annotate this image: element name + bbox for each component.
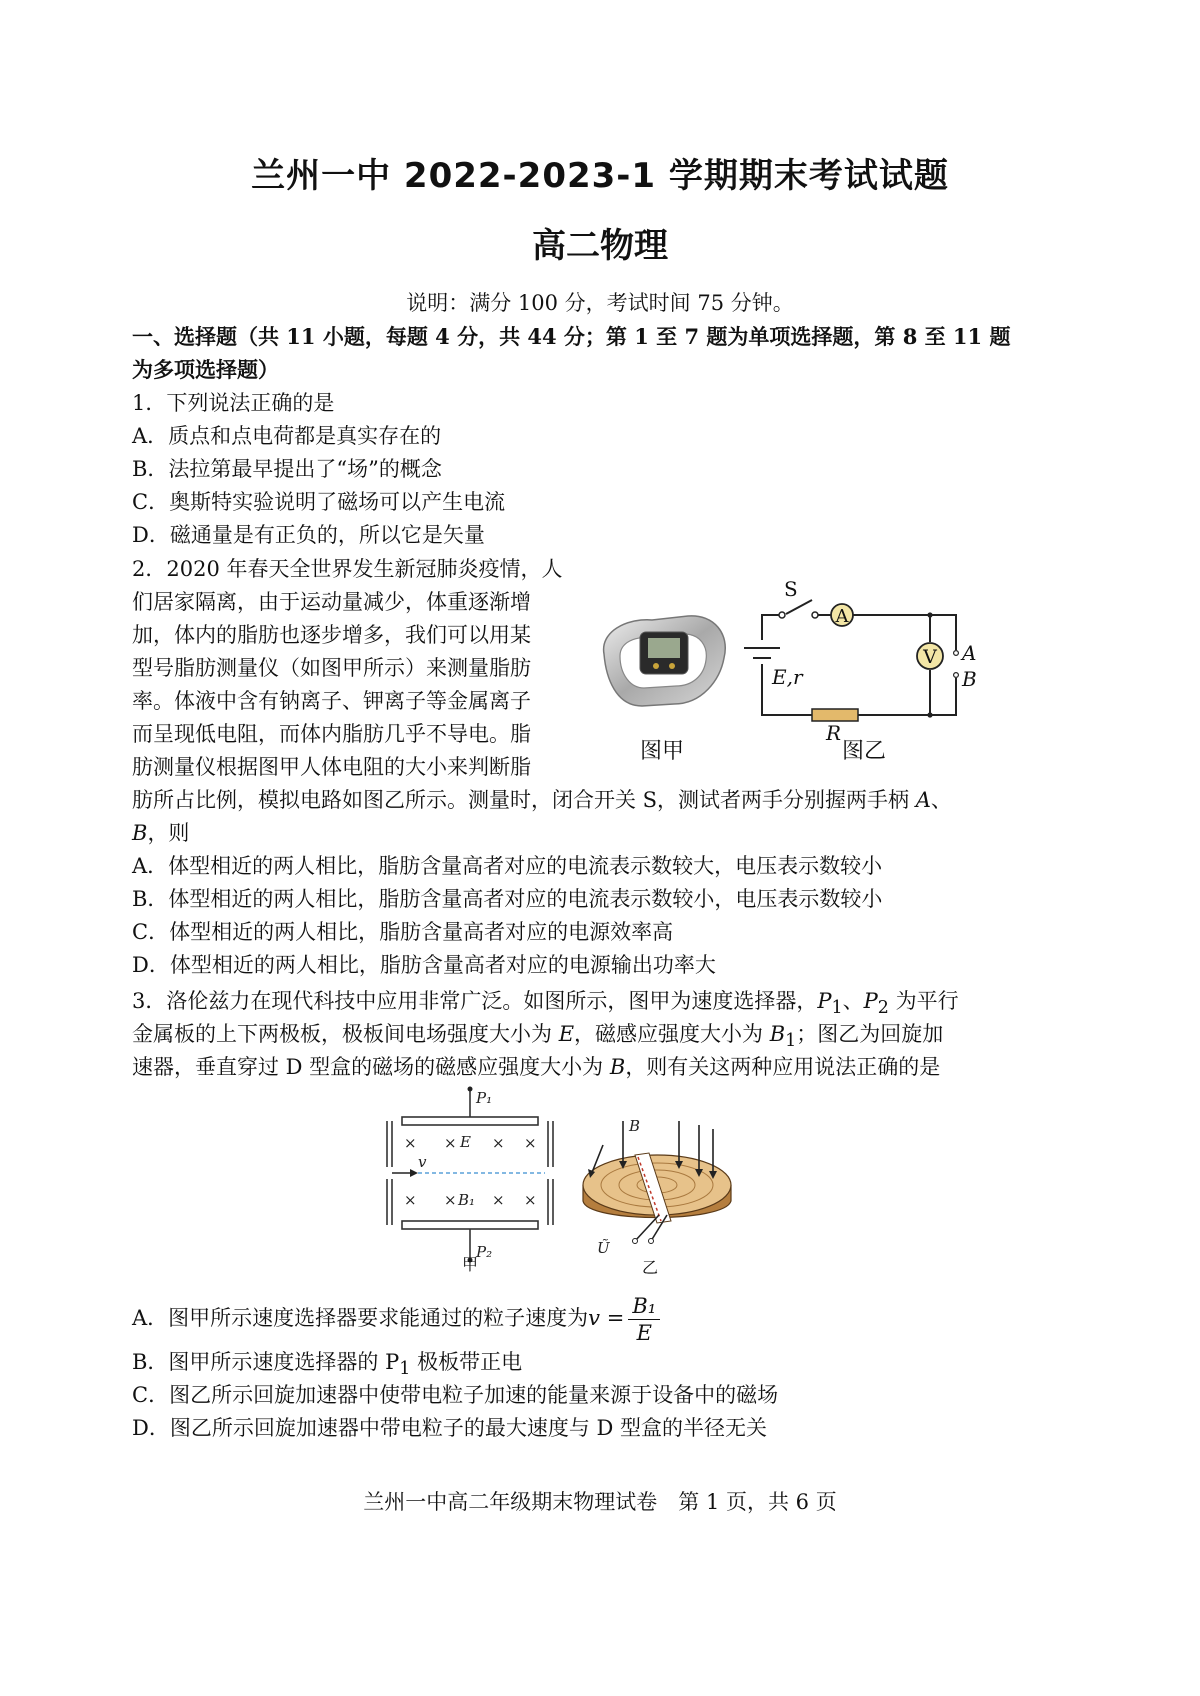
q1-option-a: A．质点和点电荷都是真实存在的 [132,424,442,448]
label-b1: B₁ [458,1191,476,1209]
q1-stem: 1．下列说法正确的是 [132,391,335,415]
q2-stem-line: 率。体液中含有钠离子、钾离子等金属离子 [132,689,531,713]
fraction-denominator: E [636,1321,652,1345]
cross-mark: × [492,1134,505,1152]
cross-mark: × [444,1191,457,1209]
q3-plate-p2: P [863,989,878,1013]
q3-option-a-text: A．图甲所示速度选择器要求能通过的粒子速度为 [132,1306,589,1330]
figure-caption-yi: 乙 [642,1258,659,1277]
cross-mark: × [444,1134,457,1152]
q3-field-b1: B [769,1022,786,1046]
figure-caption-a: 图甲 [640,739,685,764]
label-b: B [629,1117,641,1135]
switch-contact [779,612,785,618]
q2-stem-line: 们居家隔离，由于运动量减少，体重逐渐增 [132,590,531,614]
q3-option-a [132,1292,660,1346]
q3-stem-line2 [132,1019,943,1056]
page-footer: 兰州一中高二年级期末物理试卷 第 1 页，共 6 页 [363,1490,837,1514]
label-e: E [460,1133,471,1151]
instructions: 说明：满分 100 分，考试时间 75 分钟。 [406,291,794,315]
q1-option-b: B．法拉第最早提出了“场”的概念 [132,457,442,481]
q3-stem-text: 为平行 [888,989,959,1013]
section-heading-line2: 为多项选择题） [132,357,279,382]
q3-option-d: D．图乙所示回旋加速器中带电粒子的最大速度与 D 型盒的半径无关 [132,1416,768,1440]
terminal-a-label: A [962,641,977,665]
q2-option-d: D．体型相近的两人相比，脂肪含量高者对应的电源输出功率大 [132,953,716,977]
label-u: Ũ [597,1239,610,1255]
circuit-diagram [740,580,980,750]
q1-option-d: D．磁通量是有正负的，所以它是矢量 [132,523,485,547]
q2-stem-line: 2．2020 年春天全世界发生新冠肺炎疫情，人 [132,557,563,581]
figure-caption-jia: 甲 [462,1255,479,1274]
q3-option-b-text: B．图甲所示速度选择器的 P [132,1350,400,1374]
q3-stem-text: 3．洛伦兹力在现代科技中应用非常广泛。如图所示，图甲为速度选择器， [132,989,818,1013]
q3-separator: 、 [842,989,864,1013]
q2-stem-line: 而呈现低电阻，而体内脂肪几乎不导电。脂 [132,722,531,746]
cross-mark: × [404,1134,417,1152]
cross-mark: × [404,1191,417,1209]
q3-option-b-text: 极板带正电 [410,1350,523,1374]
fat-meter-device-illustration [596,606,732,718]
q3-option-a-fraction [628,1293,660,1346]
terminal-b-label: B [962,667,977,691]
q2-handle-b: B [132,821,148,845]
switch-contact [812,612,818,618]
label-p1: P₁ [476,1089,493,1107]
q2-stem-end [132,818,189,848]
q2-option-b: B．体型相近的两人相比，脂肪含量高者对应的电流表示数较小，电压表示数较小 [132,887,883,911]
exam-subject: 高二物理 [532,226,668,266]
q3-stem-line3 [132,1052,940,1082]
cyclotron-diagram [575,1115,740,1255]
label-p2: P₂ [476,1243,493,1261]
ammeter-label: A [835,606,849,627]
q3-plate-p1: P [817,989,832,1013]
q3-stem-line1 [132,986,959,1023]
q2-stem-line: 肪测量仪根据图甲人体电阻的大小来判断脂 [132,755,531,779]
q3-stem-text: ，磁感应强度大小为 [574,1022,770,1046]
exam-title: 兰州一中 2022-2023-1 学期期末考试试题 [251,156,949,196]
q2-stem-end-text: ，则 [147,821,190,845]
resistor-label: R [826,721,842,745]
cross-mark: × [492,1191,505,1209]
q3-field-b: B [609,1055,626,1079]
q2-handle-a: A [915,788,931,812]
voltmeter-label: V [923,646,937,668]
q2-stem-line: 型号脂肪测量仪（如图甲所示）来测量脂肪 [132,656,531,680]
cross-mark: × [524,1134,537,1152]
q3-option-a-velocity: v = [588,1306,625,1330]
fraction-numerator: B₁ [628,1293,660,1320]
section-heading-line1: 一、选择题（共 11 小题，每题 4 分，共 44 分；第 1 至 7 题为单项选择题，第 8 至 11 题 [132,324,1011,349]
q3-option-c: C．图乙所示回旋加速器中使带电粒子加速的能量来源于设备中的磁场 [132,1383,779,1407]
q3-option-b-sub: 1 [399,1359,411,1380]
cross-mark: × [524,1191,537,1209]
source-label: E,r [772,665,803,689]
q3-option-b [132,1347,522,1384]
q3-plate-p2-sub: 2 [877,998,889,1019]
resistor-icon [812,709,858,721]
q2-stem-tail-text: 肪所占比例，模拟电路如图乙所示。测量时，闭合开关 S，测试者两手分别握两手柄 [132,788,916,812]
q2-separator: 、 [930,788,952,812]
q1-option-c: C．奥斯特实验说明了磁场可以产生电流 [132,490,506,514]
label-v: v [418,1153,427,1171]
q2-option-c: C．体型相近的两人相比，脂肪含量高者对应的电源效率高 [132,920,674,944]
q3-stem-text: ，则有关这两种应用说法正确的是 [625,1055,941,1079]
q2-stem-tail [132,785,952,815]
figure-caption-b: 图乙 [842,739,887,764]
q3-field-b1-sub: 1 [785,1031,797,1052]
q3-plate-p1-sub: 1 [831,998,843,1019]
q3-field-e: E [558,1022,575,1046]
q3-stem-text: ；图乙为回旋加 [796,1022,944,1046]
q2-stem-line: 加，体内的脂肪也逐步增多，我们可以用某 [132,623,531,647]
switch-label: S [784,580,798,601]
q3-stem-text: 速器，垂直穿过 D 型盒的磁场的磁感应强度大小为 [132,1055,610,1079]
q3-stem-text: 金属板的上下两极板，极板间电场强度大小为 [132,1022,559,1046]
q2-option-a: A．体型相近的两人相比，脂肪含量高者对应的电流表示数较大，电压表示数较小 [132,854,883,878]
